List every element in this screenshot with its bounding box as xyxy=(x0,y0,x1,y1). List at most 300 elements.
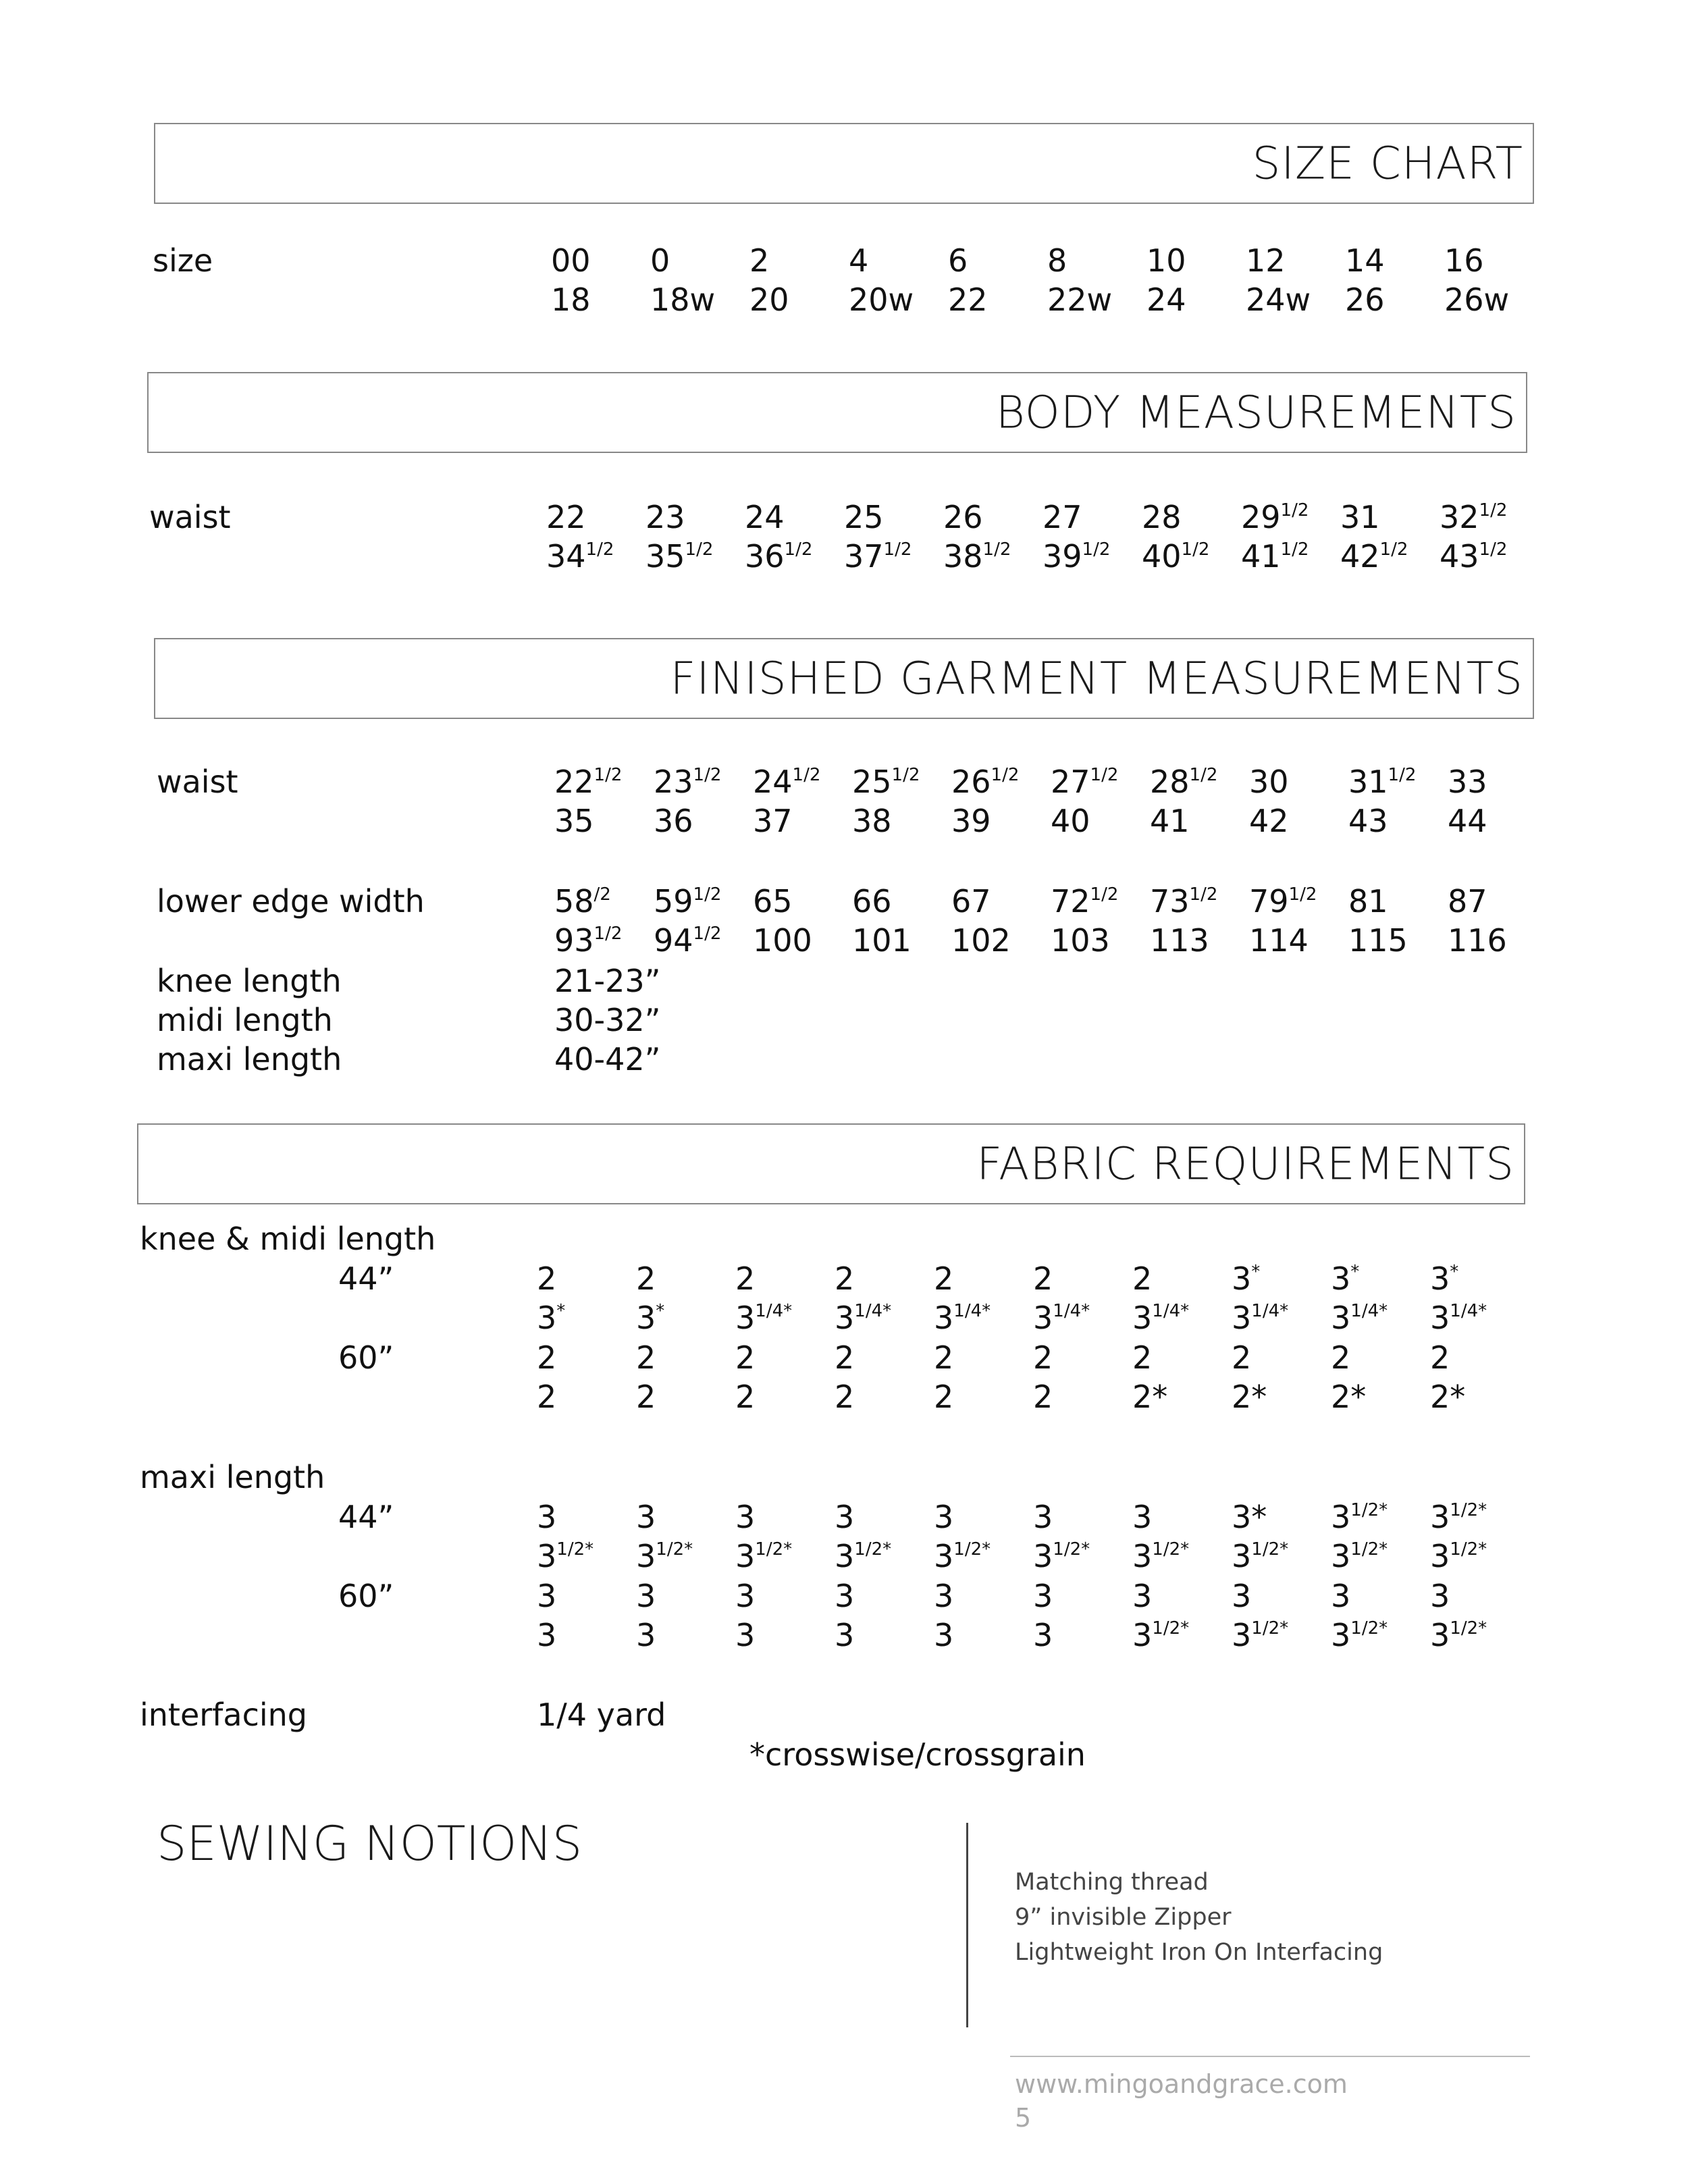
cell-fraction: 1/2 xyxy=(594,924,623,944)
table-cell xyxy=(636,1501,656,1533)
table-cell xyxy=(537,1379,557,1415)
cell-fraction: 1/4* xyxy=(755,1301,793,1321)
table-cell xyxy=(934,1260,954,1297)
table-cell xyxy=(636,1300,665,1336)
cell-fraction: 1/2 xyxy=(1479,539,1508,560)
table-cell xyxy=(1047,282,1113,318)
cell-fraction: 1/2* xyxy=(1152,1539,1190,1560)
table-cell xyxy=(636,1580,656,1612)
cell-value: 38 xyxy=(852,803,892,839)
cell-value: 16 xyxy=(1444,242,1484,279)
table-cell xyxy=(934,1379,954,1415)
table-cell xyxy=(1348,803,1388,839)
cell-value: 29 xyxy=(1241,499,1281,535)
cell-value: 18 xyxy=(551,282,591,318)
table-cell xyxy=(1232,1260,1261,1297)
table-cell xyxy=(1448,803,1487,839)
cell-value: 3 xyxy=(537,1300,557,1336)
cell-value: 3 xyxy=(1331,1300,1351,1336)
table-cell xyxy=(749,282,789,318)
cell-value: 3 xyxy=(735,1300,756,1336)
table-cell xyxy=(948,282,988,318)
cell-value: 2 xyxy=(735,1260,756,1297)
table-cell xyxy=(551,242,591,279)
table-cell xyxy=(1331,1580,1350,1612)
cell-fraction: 1/2 xyxy=(1288,884,1317,905)
table-cell xyxy=(749,242,770,279)
maxi-60-label: 60” xyxy=(338,1578,394,1614)
maxi-length-value: 40-42” xyxy=(554,1041,661,1077)
cell-fraction: 1/2* xyxy=(1450,1539,1487,1560)
cell-value: 25 xyxy=(852,764,892,800)
cell-value: 43 xyxy=(1348,803,1388,839)
finished-garment-title: FINISHED GARMENT MEASUREMENTS xyxy=(670,652,1523,705)
cell-value: 31 xyxy=(1348,764,1388,800)
table-cell xyxy=(753,764,821,800)
cell-value: 3 xyxy=(1033,1300,1053,1336)
cell-value: 2 xyxy=(749,242,770,279)
cell-value: 27 xyxy=(1051,764,1090,800)
cell-value: 2 xyxy=(1132,1339,1153,1376)
table-cell xyxy=(735,1580,755,1612)
notion-item: 9” invisible Zipper xyxy=(1015,1904,1232,1931)
notions-divider xyxy=(966,1823,968,2027)
cell-value: 3 xyxy=(835,1499,855,1535)
table-cell xyxy=(1448,883,1487,920)
table-cell xyxy=(1150,803,1190,839)
cell-value: 2 xyxy=(735,1379,756,1415)
cell-value: 3 xyxy=(1331,1578,1351,1614)
table-cell xyxy=(1348,764,1417,800)
table-cell xyxy=(745,499,785,535)
cell-fraction: 1/2 xyxy=(991,765,1020,785)
table-cell xyxy=(852,922,912,959)
footer-url: www.mingoandgrace.com xyxy=(1015,2069,1348,2099)
table-cell xyxy=(1331,1260,1360,1297)
cell-value: 32 xyxy=(1440,499,1479,535)
table-cell xyxy=(1249,764,1289,800)
midi-length-value: 30-32” xyxy=(554,1002,661,1038)
cell-fraction: 1/2 xyxy=(982,539,1011,560)
cell-value: 2* xyxy=(1232,1379,1267,1415)
finished-garment-header xyxy=(154,638,1534,719)
cell-value: 66 xyxy=(852,883,892,920)
table-cell xyxy=(1232,1580,1251,1612)
cell-fraction: 1/2 xyxy=(1280,500,1309,521)
table-cell xyxy=(645,538,714,575)
footer-rule xyxy=(1010,2056,1530,2057)
cell-value: 20w xyxy=(849,282,914,318)
cell-fraction: 1/2 xyxy=(693,765,722,785)
cell-value: 3 xyxy=(636,1617,656,1653)
cell-value: 2 xyxy=(934,1339,954,1376)
table-cell xyxy=(835,1339,855,1376)
cell-value: 6 xyxy=(948,242,968,279)
table-cell xyxy=(1448,764,1487,800)
cell-value: 3 xyxy=(1232,1300,1252,1336)
cell-value: 31 xyxy=(1340,499,1380,535)
table-cell xyxy=(554,922,623,959)
table-cell xyxy=(1232,1538,1289,1574)
cell-value: 22 xyxy=(554,764,594,800)
cell-value: 3 xyxy=(735,1538,756,1574)
page-number: 5 xyxy=(1015,2103,1032,2133)
cell-fraction: 1/2* xyxy=(755,1539,793,1560)
cell-fraction: 1/2* xyxy=(1350,1618,1388,1639)
cell-value: 18w xyxy=(650,282,716,318)
table-cell xyxy=(1232,1339,1252,1376)
table-cell xyxy=(735,1538,793,1574)
cell-value: 3 xyxy=(1132,1499,1153,1535)
cell-value: 30 xyxy=(1249,764,1289,800)
table-cell xyxy=(1430,1501,1487,1533)
cell-value: 67 xyxy=(951,883,991,920)
table-cell xyxy=(1246,282,1311,318)
cell-value: 35 xyxy=(645,538,685,575)
cell-value: 2 xyxy=(1132,1260,1153,1297)
table-cell xyxy=(546,538,614,575)
cell-value: 2 xyxy=(537,1379,557,1415)
cell-value: 2* xyxy=(1132,1379,1168,1415)
table-cell xyxy=(1348,883,1388,920)
table-cell xyxy=(1249,922,1309,959)
cell-value: 24 xyxy=(753,764,793,800)
cell-fraction: 1/2 xyxy=(1090,765,1119,785)
cell-value: 2 xyxy=(835,1379,855,1415)
table-cell xyxy=(1132,1339,1153,1376)
table-cell xyxy=(554,803,594,839)
notion-item: Matching thread xyxy=(1015,1869,1209,1896)
body-measurements-title: BODY MEASUREMENTS xyxy=(995,386,1516,439)
cell-value: 39 xyxy=(1043,538,1082,575)
table-cell xyxy=(735,1617,756,1653)
table-cell xyxy=(835,1300,892,1336)
cell-fraction: * xyxy=(556,1301,566,1321)
cell-value: 23 xyxy=(654,764,693,800)
table-cell xyxy=(1132,1300,1190,1336)
table-cell xyxy=(1246,242,1286,279)
cell-value: 3 xyxy=(537,1617,557,1653)
cell-value: 3 xyxy=(1430,1617,1450,1653)
cell-value: 27 xyxy=(1043,499,1082,535)
table-cell xyxy=(1430,1617,1487,1653)
cell-value: 26 xyxy=(943,499,983,535)
table-cell xyxy=(654,922,722,959)
table-cell xyxy=(1146,242,1186,279)
table-cell xyxy=(934,1617,954,1653)
table-cell xyxy=(537,1580,556,1612)
cell-fraction: 1/4* xyxy=(1350,1301,1388,1321)
table-cell xyxy=(1132,1501,1152,1533)
cell-value: 94 xyxy=(654,922,693,959)
cell-value: 8 xyxy=(1047,242,1067,279)
table-cell xyxy=(1051,803,1090,839)
cell-fraction: 1/4* xyxy=(953,1301,991,1321)
cell-value: 24w xyxy=(1246,282,1311,318)
cell-value: 3 xyxy=(1331,1260,1351,1297)
cell-value: 40 xyxy=(1142,538,1182,575)
cell-value: 3 xyxy=(1430,1538,1450,1574)
table-cell xyxy=(1132,1379,1168,1415)
table-cell xyxy=(852,883,892,920)
table-cell xyxy=(753,922,812,959)
cell-value: 65 xyxy=(753,883,793,920)
cell-fraction: 1/2 xyxy=(1189,765,1218,785)
table-cell xyxy=(1033,1379,1053,1415)
cell-value: 116 xyxy=(1448,922,1507,959)
table-cell xyxy=(1340,499,1380,535)
cell-value: 3 xyxy=(1331,1538,1351,1574)
cell-value: 2 xyxy=(835,1260,855,1297)
cell-value: 3 xyxy=(1430,1300,1450,1336)
cell-value: 3 xyxy=(636,1300,656,1336)
sewing-notions-title: SEWING NOTIONS xyxy=(157,1816,583,1871)
cell-value: 34 xyxy=(546,538,586,575)
table-cell xyxy=(1051,922,1110,959)
cell-value: 00 xyxy=(551,242,591,279)
table-cell xyxy=(951,764,1020,800)
cell-value: 100 xyxy=(753,922,812,959)
cell-fraction: 1/2 xyxy=(1181,539,1210,560)
cell-fraction: 1/2 xyxy=(693,884,722,905)
table-cell xyxy=(1232,1617,1289,1653)
cell-value: 26 xyxy=(951,764,991,800)
table-cell xyxy=(735,1379,756,1415)
cell-fraction: 1/2 xyxy=(693,924,722,944)
midi-length-label: midi length xyxy=(157,1002,333,1038)
cell-value: 2 xyxy=(934,1260,954,1297)
maxi-44-label: 44” xyxy=(338,1499,394,1535)
table-cell xyxy=(551,282,591,318)
cell-value: 37 xyxy=(753,803,793,839)
table-cell xyxy=(1033,1501,1053,1533)
table-cell xyxy=(835,1617,855,1653)
cell-value: 3 xyxy=(1132,1578,1153,1614)
cell-value: 3 xyxy=(835,1538,855,1574)
table-cell xyxy=(934,1501,953,1533)
body-waist-label: waist xyxy=(149,499,231,535)
cell-value: 3 xyxy=(835,1578,855,1614)
table-cell xyxy=(636,1339,656,1376)
cell-value: 0 xyxy=(650,242,670,279)
cell-value: 72 xyxy=(1051,883,1090,920)
cell-value: 2 xyxy=(1232,1339,1252,1376)
maxi-length-label: maxi length xyxy=(157,1041,342,1077)
cell-value: 22w xyxy=(1047,282,1113,318)
cell-value: 102 xyxy=(951,922,1011,959)
size-chart-header xyxy=(154,123,1534,204)
cell-value: 20 xyxy=(749,282,789,318)
cell-fraction: 1/2 xyxy=(891,765,920,785)
table-cell xyxy=(537,1339,557,1376)
cell-fraction: 1/2 xyxy=(1082,539,1111,560)
cell-fraction: 1/2* xyxy=(656,1539,693,1560)
cell-fraction: 1/4* xyxy=(854,1301,892,1321)
table-cell xyxy=(1331,1617,1388,1653)
cell-value: 2 xyxy=(1033,1339,1053,1376)
table-cell xyxy=(1430,1538,1487,1574)
cell-fraction: 1/2* xyxy=(1450,1500,1487,1520)
cell-value: 3 xyxy=(1430,1499,1450,1535)
table-cell xyxy=(753,803,793,839)
cell-fraction: 1/2* xyxy=(1450,1618,1487,1639)
cell-value: 2 xyxy=(1033,1260,1053,1297)
cell-value: 3 xyxy=(1033,1578,1053,1614)
table-cell xyxy=(1430,1339,1450,1376)
cell-value: 3 xyxy=(1430,1260,1450,1297)
cell-value: 44 xyxy=(1448,803,1487,839)
cell-value: 25 xyxy=(844,499,884,535)
table-cell xyxy=(934,1580,953,1612)
table-cell xyxy=(1142,538,1210,575)
table-cell xyxy=(1033,1339,1053,1376)
cell-value: 3 xyxy=(735,1617,756,1653)
table-cell xyxy=(1043,538,1111,575)
knee-length-value: 21-23” xyxy=(554,963,661,999)
cell-value: 2 xyxy=(835,1339,855,1376)
cell-value: 2 xyxy=(636,1339,656,1376)
table-cell xyxy=(844,538,912,575)
cell-value: 115 xyxy=(1348,922,1408,959)
cell-value: 40 xyxy=(1051,803,1090,839)
table-cell xyxy=(1241,538,1309,575)
table-cell xyxy=(1430,1300,1487,1336)
cell-value: 73 xyxy=(1150,883,1190,920)
cell-value: 41 xyxy=(1241,538,1281,575)
cell-value: 3 xyxy=(1232,1617,1252,1653)
table-cell xyxy=(554,883,611,920)
table-cell xyxy=(1146,282,1186,318)
cell-value: 114 xyxy=(1249,922,1309,959)
cell-fraction: 1/2 xyxy=(594,765,623,785)
cell-value: 22 xyxy=(546,499,586,535)
interfacing-value: 1/4 yard xyxy=(537,1697,666,1733)
cell-value: 14 xyxy=(1345,242,1385,279)
table-cell xyxy=(745,538,813,575)
table-cell xyxy=(951,922,1011,959)
cell-fraction: 1/4* xyxy=(1053,1301,1090,1321)
cell-fraction: 1/2* xyxy=(1350,1539,1388,1560)
table-cell xyxy=(835,1260,855,1297)
cell-value: 3 xyxy=(636,1499,656,1535)
cell-value: 2 xyxy=(636,1379,656,1415)
table-cell xyxy=(951,883,991,920)
size-chart-title: SIZE CHART xyxy=(1252,137,1523,190)
cell-value: 79 xyxy=(1249,883,1289,920)
cell-value: 2* xyxy=(1331,1379,1367,1415)
table-cell xyxy=(948,242,968,279)
cell-fraction: 1/2 xyxy=(685,539,714,560)
knee-midi-44-label: 44” xyxy=(338,1260,394,1297)
table-cell xyxy=(1033,1580,1053,1612)
table-cell xyxy=(1043,499,1082,535)
cell-fraction: 1/2 xyxy=(1388,765,1417,785)
cell-value: 59 xyxy=(654,883,693,920)
table-cell xyxy=(753,883,793,920)
cell-fraction: 1/4* xyxy=(1152,1301,1190,1321)
cell-value: 3 xyxy=(537,1499,557,1535)
table-cell xyxy=(554,764,623,800)
table-cell xyxy=(546,499,586,535)
table-cell xyxy=(1232,1379,1267,1415)
fabric-requirements-title: FABRIC REQUIREMENTS xyxy=(976,1138,1514,1190)
table-cell xyxy=(1033,1538,1090,1574)
table-cell xyxy=(1047,242,1067,279)
knee-midi-60-label: 60” xyxy=(338,1339,394,1376)
table-cell xyxy=(537,1538,594,1574)
cell-value: 37 xyxy=(844,538,884,575)
cell-value: 38 xyxy=(943,538,983,575)
maxi-label: maxi length xyxy=(140,1459,325,1495)
table-cell xyxy=(636,1617,656,1653)
cell-value: 3* xyxy=(1232,1499,1267,1535)
cell-fraction: 1/2* xyxy=(854,1539,892,1560)
cell-value: 3 xyxy=(934,1617,954,1653)
cell-value: 3 xyxy=(636,1538,656,1574)
cell-value: 2 xyxy=(636,1260,656,1297)
table-cell xyxy=(1232,1501,1267,1533)
cell-fraction: 1/4* xyxy=(1251,1301,1289,1321)
cell-value: 113 xyxy=(1150,922,1209,959)
cell-value: 4 xyxy=(849,242,869,279)
cell-value: 81 xyxy=(1348,883,1388,920)
table-cell xyxy=(835,1379,855,1415)
table-cell xyxy=(852,803,892,839)
cell-value: 3 xyxy=(934,1538,954,1574)
table-cell xyxy=(1331,1501,1388,1533)
cell-value: 103 xyxy=(1051,922,1110,959)
cell-fraction: 1/2 xyxy=(1189,884,1218,905)
table-cell xyxy=(849,282,914,318)
table-cell xyxy=(537,1617,557,1653)
table-cell xyxy=(1132,1580,1152,1612)
cell-value: 28 xyxy=(1150,764,1190,800)
table-cell xyxy=(636,1260,656,1297)
cell-value: 2 xyxy=(537,1260,557,1297)
cell-fraction: * xyxy=(1450,1262,1459,1282)
table-cell xyxy=(1051,883,1119,920)
cell-fraction: 1/2* xyxy=(1350,1500,1388,1520)
knee-midi-label: knee & midi length xyxy=(140,1221,436,1257)
table-cell xyxy=(1241,499,1309,535)
cell-value: 101 xyxy=(852,922,912,959)
cell-fraction: * xyxy=(1251,1262,1261,1282)
cell-fraction: 1/2* xyxy=(1053,1539,1090,1560)
table-cell xyxy=(835,1538,892,1574)
table-cell xyxy=(735,1260,756,1297)
table-cell xyxy=(735,1339,756,1376)
table-cell xyxy=(1444,242,1484,279)
cell-value: 3 xyxy=(1132,1617,1153,1653)
cell-fraction: * xyxy=(656,1301,665,1321)
cell-fraction: 1/2 xyxy=(1090,884,1119,905)
cell-value: 33 xyxy=(1448,764,1487,800)
table-cell xyxy=(844,499,884,535)
lower-edge-label: lower edge width xyxy=(157,883,425,920)
cell-value: 2 xyxy=(537,1339,557,1376)
table-cell xyxy=(849,242,869,279)
cell-value: 2 xyxy=(735,1339,756,1376)
table-cell xyxy=(1249,883,1317,920)
table-cell xyxy=(1444,282,1510,318)
table-cell xyxy=(1430,1379,1466,1415)
cell-fraction: 1/2 xyxy=(1479,500,1508,521)
table-cell xyxy=(1142,499,1182,535)
table-cell xyxy=(1345,242,1385,279)
cell-value: 2 xyxy=(1430,1339,1450,1376)
cell-value: 41 xyxy=(1150,803,1190,839)
table-cell xyxy=(1033,1260,1053,1297)
